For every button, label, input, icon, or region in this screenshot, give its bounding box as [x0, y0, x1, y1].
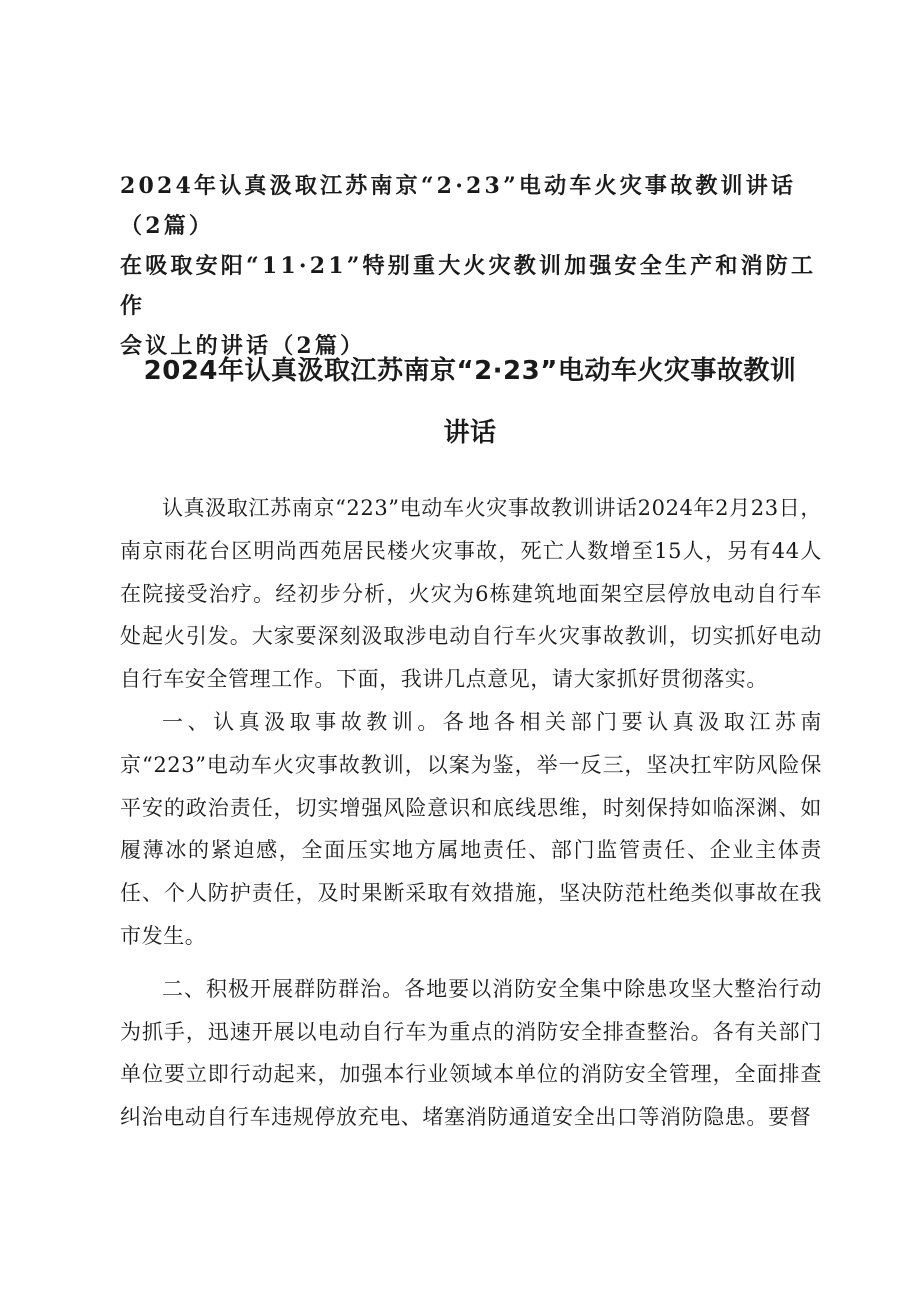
speech-title: [120, 345, 820, 459]
paragraph-intro: 认真汲取江苏南京“223”电动车火灾事故教训讲话2024年2月23日，南京雨花台区明尚西苑居民楼火灾事故，死亡人数增至15人，另有44人在院接受治疗。经初步分析，火灾为6栋建筑地面架空层停放电动自行车处起火引发。大家要深刻汲取涉电动自行车火灾事故教训，切实抓好电动自行车安全管理工作。下面，我讲几点意见，请大家抓好贯彻落实。: [120, 496, 822, 692]
speech-title-line-1: 2024年认真汲取江苏南京“2·23”电动车火灾事故教训: [143, 356, 797, 386]
speech-title-line-2: 讲话: [443, 418, 497, 448]
collection-title-line-3: 会议上的讲话（2篇）: [120, 333, 366, 359]
paragraph-section-1: 一、认真汲取事故教训。各地各相关部门要认真汲取江苏南京“223”电动车火灾事故教训，以案为鉴，举一反三，坚决扛牢防风险保平安的政治责任，切实增强风险意识和底线思维，时刻保持如临深渊、如履薄冰的紧迫感，全面压实地方属地责任、部门监管责任、企业主体责任、个人防护责任，及时果断采取有效措施，坚决防范杜绝类似事故在我市发生。: [120, 709, 822, 948]
speech-body: [120, 487, 822, 1139]
paragraph-section-2: 二、积极开展群防群治。各地要以消防安全集中除患攻坚大整治行动为抓手，迅速开展以电动自行车为重点的消防安全排查整治。各有关部门单位要立即行动起来，加强本行业领域本单位的消防安全管理，全面排查纠治电动自行车违规停放充电、堵塞消防通道安全出口等消防隐患。要督: [120, 976, 822, 1130]
collection-title-line-1: 2024年认真汲取江苏南京“2·23”电动车火灾事故教训讲话（2篇）: [120, 173, 797, 239]
collection-title-block: [120, 166, 820, 366]
collection-title-line-2: 在吸取安阳“11·21”特别重大火灾教训加强安全生产和消防工作: [120, 253, 817, 319]
